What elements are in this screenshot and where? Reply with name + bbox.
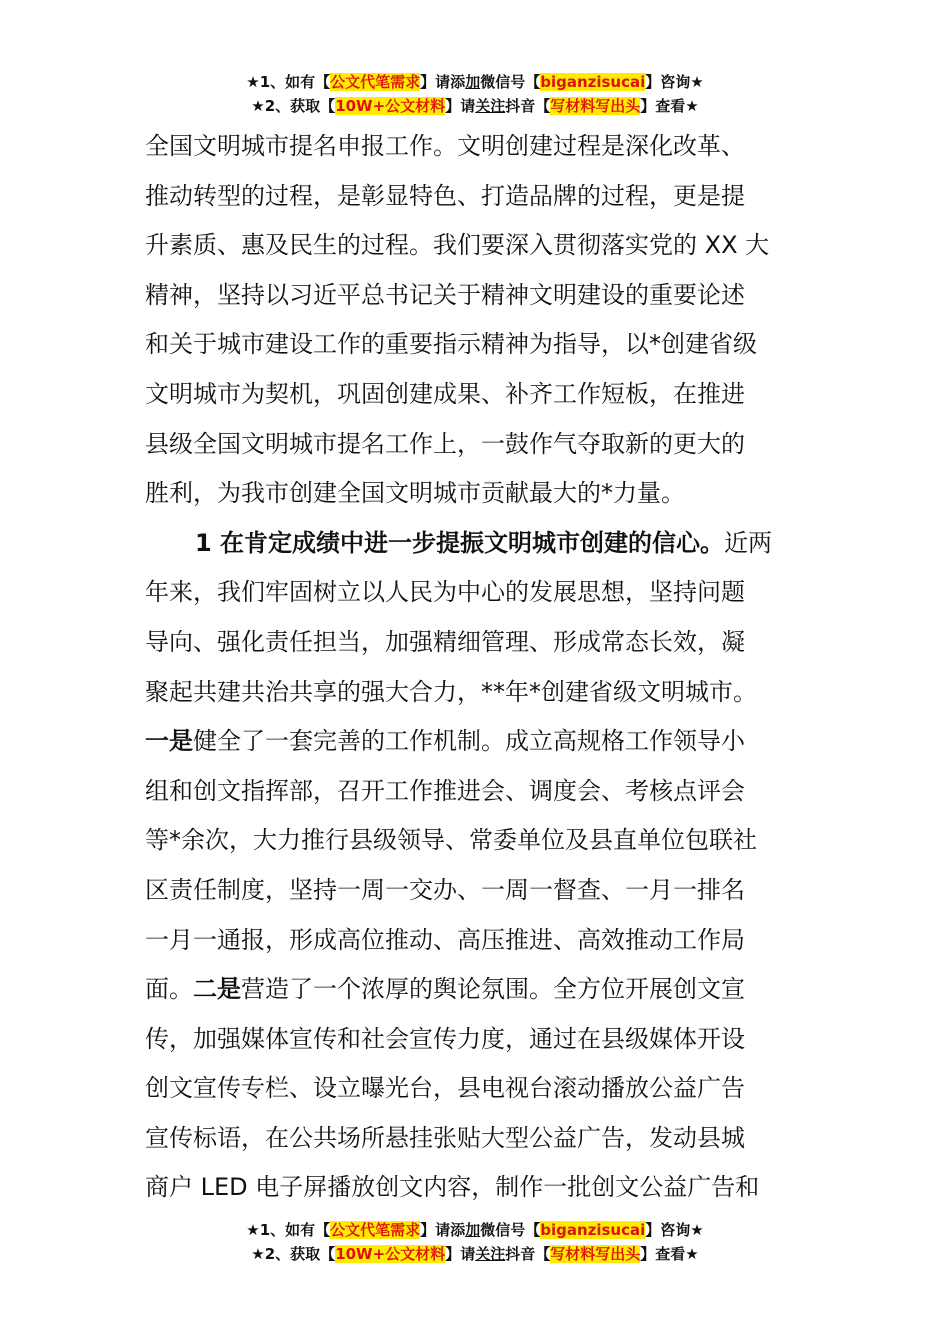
text-line: 精神，坚持以习近平总书记关于精神文明建设的重要论述 xyxy=(145,280,745,309)
banner-line-2: ★2、获取【10W+公文材料】请关注抖音【写材料写出头】查看★ xyxy=(251,1245,699,1263)
text-line: 导向、强化责任担当，加强精细管理、形成常态长效，凝 xyxy=(145,627,745,656)
text-line: 推动转型的过程，是彰显特色、打造品牌的过程，更是提 xyxy=(145,181,745,210)
text-line: 文明城市为契机，巩固创建成果、补齐工作短板，在推进 xyxy=(145,379,745,408)
text-line: 县级全国文明城市提名工作上，一鼓作气夺取新的更大的 xyxy=(145,429,745,458)
text-line: 面。二是营造了一个浓厚的舆论氛围。全方位开展创文宣 xyxy=(145,975,745,1004)
ghostwriting-highlight: 公文代笔需求 xyxy=(330,1221,421,1239)
materials-highlight: 10W+公文材料 xyxy=(335,1245,446,1263)
text-line: 区责任制度，坚持一周一交办、一周一督查、一月一排名 xyxy=(145,875,745,904)
ghostwriting-highlight: 公文代笔需求 xyxy=(330,73,421,91)
text-line: 一是健全了一套完善的工作机制。成立高规格工作领导小 xyxy=(145,727,745,756)
footer-banner xyxy=(0,1218,950,1266)
text-line: 传，加强媒体宣传和社会宣传力度，通过在县级媒体开设 xyxy=(145,1024,745,1053)
header-banner xyxy=(0,70,950,118)
text-line: 升素质、惠及民生的过程。我们要深入贯彻落实党的 XX 大 xyxy=(145,231,770,260)
text-line: 胜利，为我市创建全国文明城市贡献最大的*力量。 xyxy=(145,479,685,508)
text-line: 和关于城市建设工作的重要指示精神为指导，以*创建省级 xyxy=(145,330,757,359)
text-line: 年来，我们牢固树立以人民为中心的发展思想，坚持问题 xyxy=(145,578,745,607)
banner-line-1: ★1、如有【公文代笔需求】请添加微信号【biganzisucai】咨询★ xyxy=(246,73,704,91)
section-heading-line: 1 在肯定成绩中进一步提振文明城市创建的信心。近两 xyxy=(195,528,773,557)
point-label-second: 二是 xyxy=(193,975,241,1004)
douyin-account-highlight: 写材料写出头 xyxy=(550,97,641,115)
text-line: 宣传标语，在公共场所悬挂张贴大型公益广告，发动县城 xyxy=(145,1123,745,1152)
wechat-id-highlight: biganzisucai xyxy=(540,73,646,91)
section-heading: 1 在肯定成绩中进一步提振文明城市创建的信心。 xyxy=(195,528,725,557)
text-line: 全国文明城市提名申报工作。文明创建过程是深化改革、 xyxy=(145,132,745,160)
materials-highlight: 10W+公文材料 xyxy=(335,97,446,115)
text-line: 组和创文指挥部，召开工作推进会、调度会、考核点评会 xyxy=(145,776,745,805)
banner-line-1: ★1、如有【公文代笔需求】请添加微信号【biganzisucai】咨询★ xyxy=(246,1221,704,1239)
text-line: 创文宣传专栏、设立曝光台，县电视台滚动播放公益广告 xyxy=(145,1074,745,1103)
text-line: 等*余次，大力推行县级领导、常委单位及县直单位包联社 xyxy=(145,826,757,855)
document-body xyxy=(145,122,807,1213)
banner-line-2: ★2、获取【10W+公文材料】请关注抖音【写材料写出头】查看★ xyxy=(251,97,699,115)
text-line: 聚起共建共治共享的强大合力，**年*创建省级文明城市。 xyxy=(145,677,757,706)
text-line: 一月一通报，形成高位推动、高压推进、高效推动工作局 xyxy=(145,925,745,954)
text-line: 商户 LED 电子屏播放创文内容，制作一批创文公益广告和 xyxy=(145,1173,760,1202)
wechat-id-highlight: biganzisucai xyxy=(540,1221,646,1239)
douyin-account-highlight: 写材料写出头 xyxy=(550,1245,641,1263)
point-label-first: 一是 xyxy=(145,727,193,756)
